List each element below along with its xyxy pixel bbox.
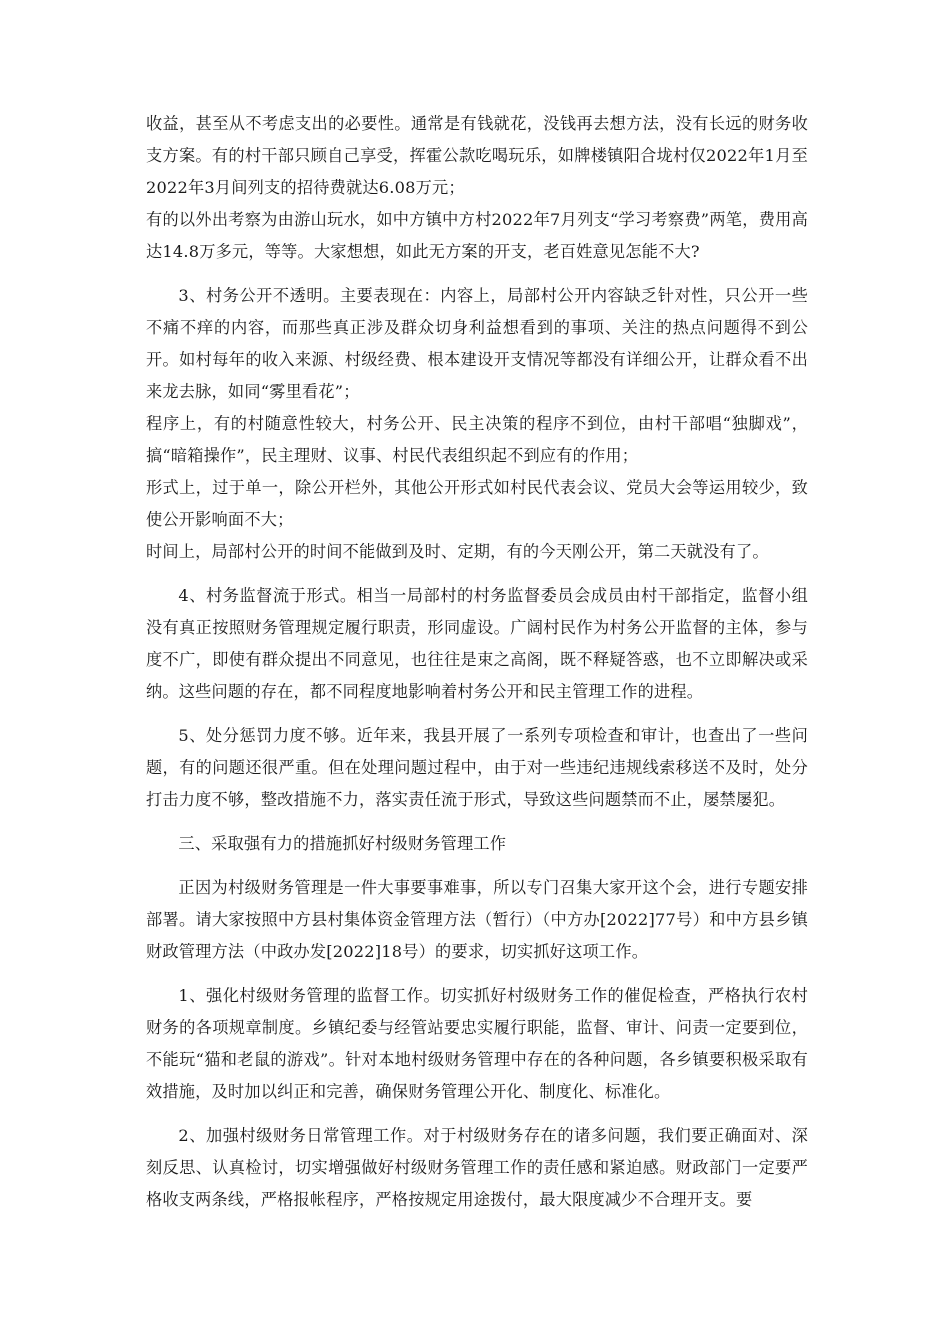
section-heading: 三、采取强有力的措施抓好村级财务管理工作	[178, 834, 507, 853]
paragraph: 程序上，有的村随意性较大，村务公开、民主决策的程序不到位，由村干部唱“独脚戏”，搞“暗箱操作”，民主理财、议事、村民代表组织起不到应有的作用；	[146, 414, 808, 465]
paragraph: 收益，甚至从不考虑支出的必要性。通常是有钱就花，没钱再去想方法，没有长远的财务收支方案。有的村干部只顾自己享受，挥霍公款吃喝玩乐，如牌楼镇阳合垅村仅2022年1月至2022年3月间列支的招待费就达6.08万元；	[146, 114, 808, 197]
paragraph: 形式上，过于单一，除公开栏外，其他公开形式如村民代表会议、党员大会等运用较少，致使公开影响面不大；	[146, 478, 808, 529]
paragraph: 正因为村级财务管理是一件大事要事难事，所以专门召集大家开这个会，进行专题安排部署。请大家按照中方县村集体资金管理方法（暂行）（中方办[2022]77号）和中方县乡镇财政管理方法（中政办发[2022]18号）的要求，切实抓好这项工作。	[146, 878, 808, 961]
paragraph: 1、强化村级财务管理的监督工作。切实抓好村级财务工作的催促检查，严格执行农村财务的各项规章制度。乡镇纪委与经管站要忠实履行职能，监督、审计、问责一定要到位，不能玩“猫和老鼠的游戏”。针对本地村级财务管理中存在的各种问题，各乡镇要积极采取有效措施，及时加以纠正和完善，确保财务管理公开化、制度化、标准化。	[146, 986, 808, 1101]
paragraph: 时间上，局部村公开的时间不能做到及时、定期，有的今天刚公开，第二天就没有了。	[146, 542, 769, 561]
paragraph: 5、处分惩罚力度不够。近年来，我县开展了一系列专项检查和审计，也查出了一些问题，有的问题还很严重。但在处理问题过程中，由于对一些违纪违规线索移送不及时，处分打击力度不够，整改措施不力，落实责任流于形式，导致这些问题禁而不止，屡禁屡犯。	[146, 726, 808, 809]
document-body	[146, 108, 808, 1216]
paragraph: 2、加强村级财务日常管理工作。对于村级财务存在的诸多问题，我们要正确面对、深刻反思、认真检讨，切实增强做好村级财务管理工作的责任感和紧迫感。财政部门一定要严格收支两条线，严格报帐程序，严格按规定用途拨付，最大限度减少不合理开支。要	[146, 1126, 808, 1209]
paragraph: 4、村务监督流于形式。相当一局部村的村务监督委员会成员由村干部指定，监督小组没有真正按照财务管理规定履行职责，形同虚设。广阔村民作为村务公开监督的主体，参与度不广，即使有群众提出不同意见，也往往是束之高阁，既不释疑答惑，也不立即解决或采纳。这些问题的存在，都不同程度地影响着村务公开和民主管理工作的进程。	[146, 586, 808, 701]
paragraph: 有的以外出考察为由游山玩水，如中方镇中方村2022年7月列支“学习考察费”两笔，费用高达14.8万多元，等等。大家想想，如此无方案的开支，老百姓意见怎能不大?	[146, 210, 808, 261]
paragraph: 3、村务公开不透明。主要表现在：内容上，局部村公开内容缺乏针对性，只公开一些不痛不痒的内容，而那些真正涉及群众切身利益想看到的事项、关注的热点问题得不到公开。如村每年的收入来源、村级经费、根本建设开支情况等都没有详细公开，让群众看不出来龙去脉，如同“雾里看花”；	[146, 286, 808, 401]
